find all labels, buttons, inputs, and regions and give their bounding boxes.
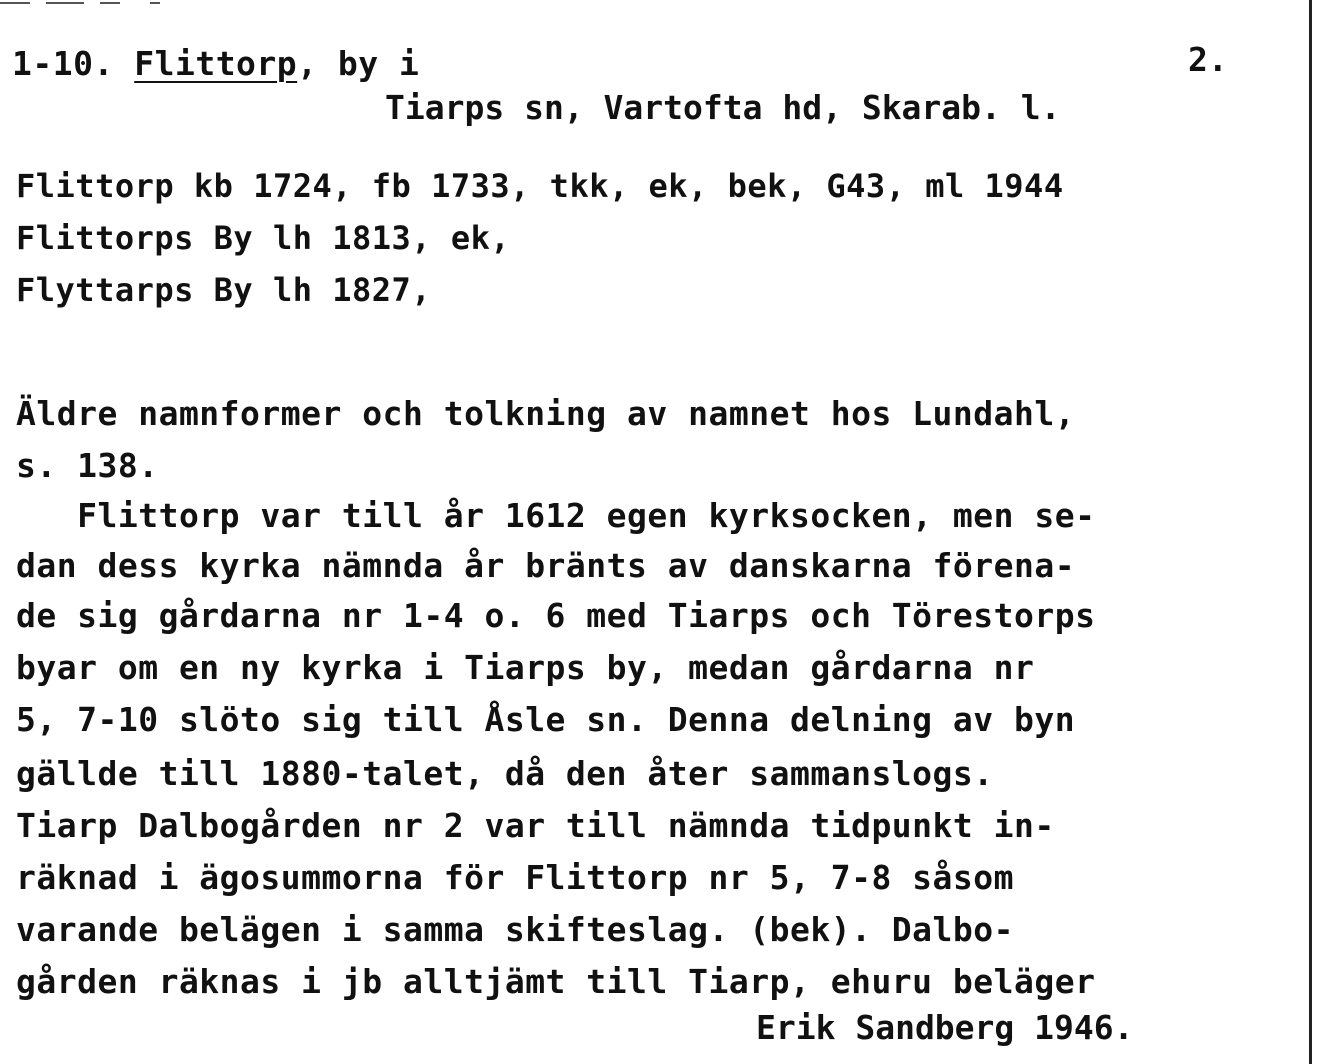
top-edge-mark [46, 2, 84, 4]
name-form-line: Flittorps By lh 1813, ek, [16, 219, 511, 257]
body-text-line: dan dess kyrka nämnda år bränts av danskarna förena- [16, 546, 1076, 585]
parish-location: Tiarps sn, Vartofta hd, Skarab. l. [385, 88, 1061, 127]
body-text-line: varande belägen i samma skifteslag. (bek). Dalbo- [16, 910, 1015, 949]
place-name: Flittorp [134, 44, 298, 83]
top-edge-mark [0, 2, 30, 4]
body-text-line: de sig gårdarna nr 1-4 o. 6 med Tiarps och Törestorps [16, 596, 1096, 635]
heading-suffix: , by i [297, 44, 420, 83]
card-right-edge [1309, 0, 1312, 1064]
body-text-line: Flittorp var till år 1612 egen kyrksocken, men se- [16, 496, 1096, 535]
name-form-line: Flittorp kb 1724, fb 1733, tkk, ek, bek, G43, ml 1944 [16, 167, 1064, 205]
top-edge-mark [150, 2, 160, 4]
body-text-line: s. 138. [16, 446, 159, 485]
body-text-line: 5, 7-10 slöto sig till Åsle sn. Denna delning av byn [16, 700, 1076, 739]
body-text-line: Äldre namnformer och tolkning av namnet hos Lundahl, [16, 394, 1076, 433]
heading-number: 1-10. [12, 44, 114, 83]
body-text-line: räknad i ägosummorna för Flittorp nr 5, 7-8 såsom [16, 858, 1015, 897]
signature: Erik Sandberg 1946. [756, 1008, 1134, 1047]
body-text-line: gällde till 1880-talet, då den åter sammanslogs. [16, 754, 994, 793]
top-edge-mark [100, 2, 120, 4]
name-form-line: Flyttarps By lh 1827, [16, 271, 432, 309]
card-heading [12, 44, 419, 84]
body-text-line: Tiarp Dalbogården nr 2 var till nämnda tidpunkt in- [16, 806, 1055, 845]
body-text-line: gården räknas i jb alltjämt till Tiarp, ehuru beläger [16, 962, 1096, 1001]
body-text-line: byar om en ny kyrka i Tiarps by, medan gårdarna nr [16, 648, 1035, 687]
card-number: 2. [1188, 40, 1228, 79]
